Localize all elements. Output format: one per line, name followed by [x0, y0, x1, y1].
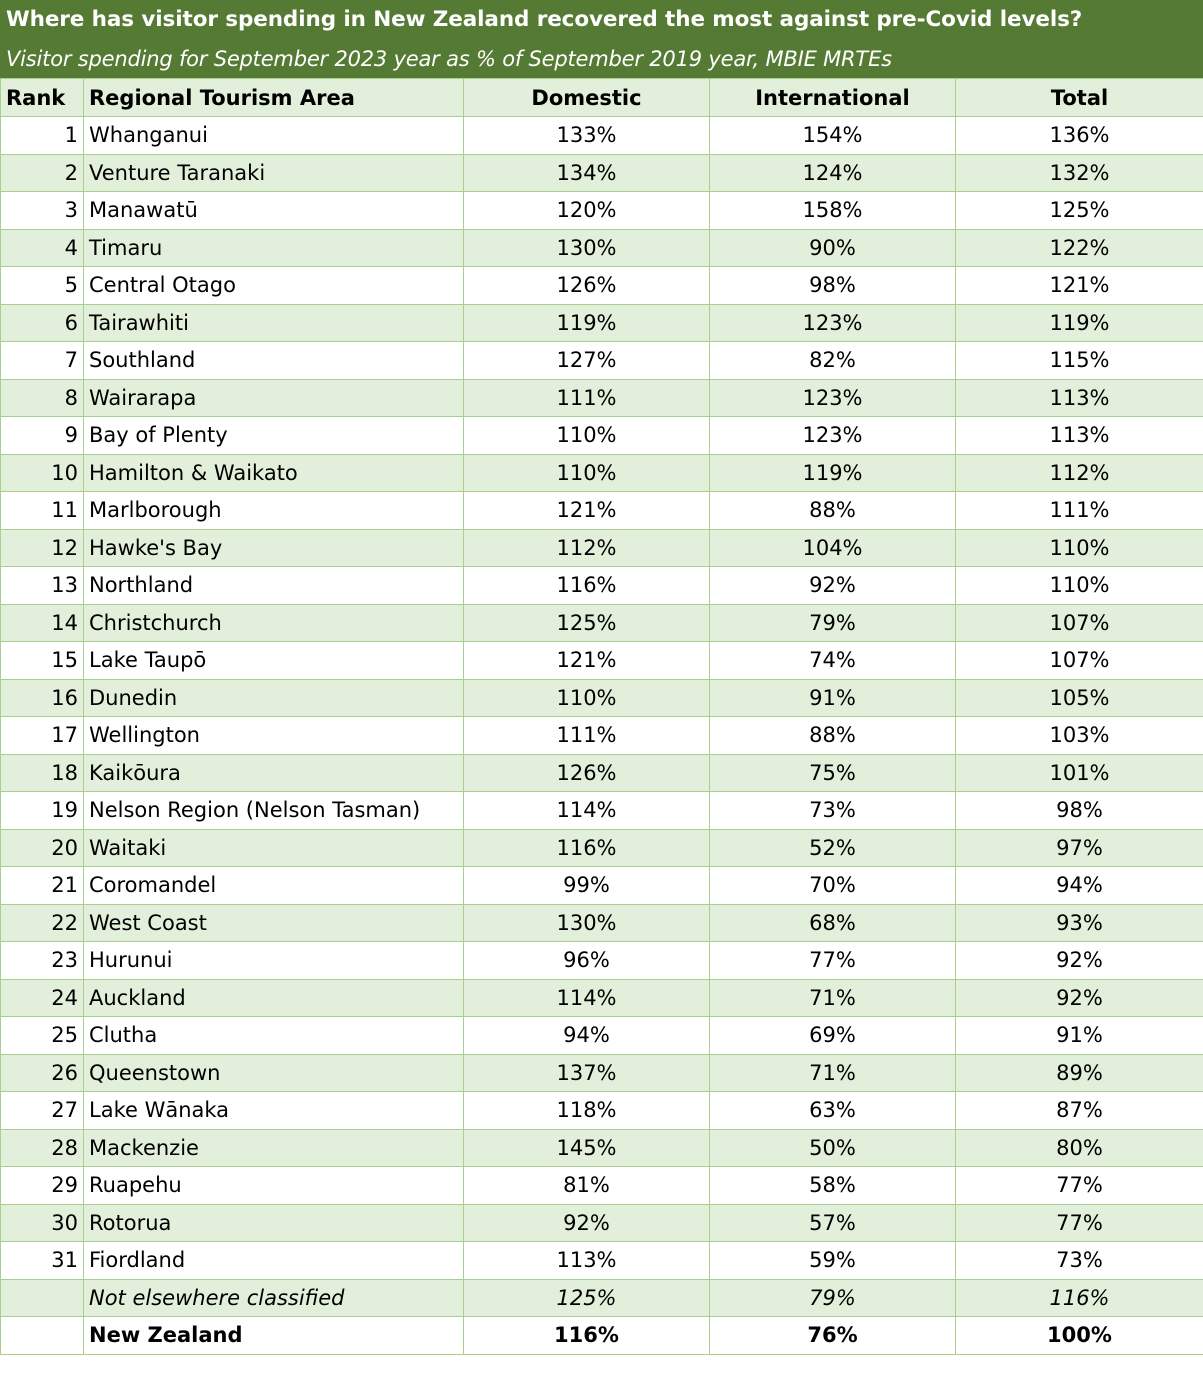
international-cell: 73% — [710, 792, 956, 830]
new-zealand-rank-cell — [1, 1317, 84, 1355]
domestic-cell: 81% — [464, 1167, 710, 1205]
total-cell: 111% — [956, 492, 1203, 530]
rank-cell: 29 — [1, 1167, 84, 1205]
rank-cell: 25 — [1, 1017, 84, 1055]
area-cell: Wellington — [84, 717, 464, 755]
table-row — [1, 1092, 1203, 1130]
rank-cell: 22 — [1, 904, 84, 942]
international-cell: 123% — [710, 379, 956, 417]
rank-cell: 17 — [1, 717, 84, 755]
table-row — [1, 192, 1203, 230]
total-cell: 112% — [956, 454, 1203, 492]
rank-cell: 6 — [1, 304, 84, 342]
rank-cell: 2 — [1, 154, 84, 192]
new-zealand-domestic-cell: 116% — [464, 1317, 710, 1355]
rank-cell: 1 — [1, 117, 84, 155]
total-cell: 122% — [956, 229, 1203, 267]
international-cell: 154% — [710, 117, 956, 155]
area-cell: Fiordland — [84, 1242, 464, 1280]
table-row — [1, 717, 1203, 755]
table-row — [1, 979, 1203, 1017]
header-row — [1, 79, 1203, 117]
total-cell: 113% — [956, 379, 1203, 417]
table-row — [1, 1129, 1203, 1167]
total-cell: 87% — [956, 1092, 1203, 1130]
domestic-cell: 110% — [464, 679, 710, 717]
area-cell: Dunedin — [84, 679, 464, 717]
rank-cell: 12 — [1, 529, 84, 567]
domestic-cell: 130% — [464, 229, 710, 267]
international-cell: 158% — [710, 192, 956, 230]
new-zealand-total-cell: 100% — [956, 1317, 1203, 1355]
international-cell: 104% — [710, 529, 956, 567]
data-table — [0, 78, 1203, 1355]
domestic-cell: 92% — [464, 1204, 710, 1242]
domestic-cell: 130% — [464, 904, 710, 942]
table-row — [1, 1054, 1203, 1092]
table-row — [1, 154, 1203, 192]
total-cell: 113% — [956, 417, 1203, 455]
rank-cell: 27 — [1, 1092, 84, 1130]
chart-subtitle: Visitor spending for September 2023 year as % of September 2019 year, MBIE MRTEs — [6, 47, 892, 71]
international-cell: 119% — [710, 454, 956, 492]
international-cell: 98% — [710, 267, 956, 305]
new-zealand-area-cell: New Zealand — [84, 1317, 464, 1355]
total-cell: 101% — [956, 754, 1203, 792]
area-cell: Tairawhiti — [84, 304, 464, 342]
area-cell: Lake Wānaka — [84, 1092, 464, 1130]
international-cell: 92% — [710, 567, 956, 605]
area-cell: Rotorua — [84, 1204, 464, 1242]
international-cell: 59% — [710, 1242, 956, 1280]
total-cell: 80% — [956, 1129, 1203, 1167]
total-cell: 97% — [956, 829, 1203, 867]
total-cell: 105% — [956, 679, 1203, 717]
area-cell: Auckland — [84, 979, 464, 1017]
area-cell: Waitaki — [84, 829, 464, 867]
international-cell: 50% — [710, 1129, 956, 1167]
international-cell: 71% — [710, 1054, 956, 1092]
total-cell: 132% — [956, 154, 1203, 192]
table-row — [1, 342, 1203, 380]
rank-cell: 21 — [1, 867, 84, 905]
not-elsewhere-international-cell: 79% — [710, 1279, 956, 1317]
total-cell: 98% — [956, 792, 1203, 830]
total-cell: 115% — [956, 342, 1203, 380]
domestic-cell: 116% — [464, 829, 710, 867]
domestic-cell: 127% — [464, 342, 710, 380]
area-cell: Whanganui — [84, 117, 464, 155]
area-cell: Lake Taupō — [84, 642, 464, 680]
rank-cell: 26 — [1, 1054, 84, 1092]
table-row — [1, 679, 1203, 717]
domestic-cell: 110% — [464, 417, 710, 455]
international-cell: 70% — [710, 867, 956, 905]
area-cell: Marlborough — [84, 492, 464, 530]
domestic-cell: 133% — [464, 117, 710, 155]
total-cell: 107% — [956, 642, 1203, 680]
area-cell: Central Otago — [84, 267, 464, 305]
total-cell: 77% — [956, 1167, 1203, 1205]
total-cell: 121% — [956, 267, 1203, 305]
international-cell: 58% — [710, 1167, 956, 1205]
rank-cell: 4 — [1, 229, 84, 267]
rank-cell: 14 — [1, 604, 84, 642]
domestic-cell: 126% — [464, 754, 710, 792]
area-cell: Queenstown — [84, 1054, 464, 1092]
area-cell: Manawatū — [84, 192, 464, 230]
area-cell: Southland — [84, 342, 464, 380]
domestic-cell: 94% — [464, 1017, 710, 1055]
new-zealand-row — [1, 1317, 1203, 1355]
table-row — [1, 529, 1203, 567]
table-row — [1, 229, 1203, 267]
table-row — [1, 304, 1203, 342]
new-zealand-international-cell: 76% — [710, 1317, 956, 1355]
domestic-cell: 96% — [464, 942, 710, 980]
column-header-domestic: Domestic — [464, 79, 710, 117]
international-cell: 74% — [710, 642, 956, 680]
international-cell: 123% — [710, 417, 956, 455]
international-cell: 71% — [710, 979, 956, 1017]
domestic-cell: 137% — [464, 1054, 710, 1092]
table-row — [1, 1167, 1203, 1205]
international-cell: 91% — [710, 679, 956, 717]
rank-cell: 16 — [1, 679, 84, 717]
domestic-cell: 125% — [464, 604, 710, 642]
rank-cell: 19 — [1, 792, 84, 830]
table-row — [1, 492, 1203, 530]
domestic-cell: 111% — [464, 379, 710, 417]
total-cell: 77% — [956, 1204, 1203, 1242]
rank-cell: 11 — [1, 492, 84, 530]
domestic-cell: 121% — [464, 642, 710, 680]
column-header-rank: Rank — [1, 79, 84, 117]
total-cell: 92% — [956, 979, 1203, 1017]
table-row — [1, 1017, 1203, 1055]
international-cell: 124% — [710, 154, 956, 192]
column-header-area: Regional Tourism Area — [84, 79, 464, 117]
international-cell: 57% — [710, 1204, 956, 1242]
table-row — [1, 417, 1203, 455]
area-cell: Ruapehu — [84, 1167, 464, 1205]
area-cell: Wairarapa — [84, 379, 464, 417]
area-cell: Hamilton & Waikato — [84, 454, 464, 492]
area-cell: Bay of Plenty — [84, 417, 464, 455]
total-cell: 125% — [956, 192, 1203, 230]
domestic-cell: 118% — [464, 1092, 710, 1130]
domestic-cell: 112% — [464, 529, 710, 567]
area-cell: Venture Taranaki — [84, 154, 464, 192]
rank-cell: 31 — [1, 1242, 84, 1280]
rank-cell: 15 — [1, 642, 84, 680]
total-cell: 136% — [956, 117, 1203, 155]
title-banner — [0, 0, 1203, 78]
total-cell: 89% — [956, 1054, 1203, 1092]
rank-cell: 13 — [1, 567, 84, 605]
rank-cell: 18 — [1, 754, 84, 792]
area-cell: Northland — [84, 567, 464, 605]
total-cell: 93% — [956, 904, 1203, 942]
international-cell: 75% — [710, 754, 956, 792]
table-row — [1, 867, 1203, 905]
area-cell: West Coast — [84, 904, 464, 942]
area-cell: Nelson Region (Nelson Tasman) — [84, 792, 464, 830]
table-row — [1, 267, 1203, 305]
rank-cell: 30 — [1, 1204, 84, 1242]
domestic-cell: 121% — [464, 492, 710, 530]
total-cell: 107% — [956, 604, 1203, 642]
table-row — [1, 904, 1203, 942]
area-cell: Hawke's Bay — [84, 529, 464, 567]
international-cell: 123% — [710, 304, 956, 342]
table-row — [1, 379, 1203, 417]
international-cell: 79% — [710, 604, 956, 642]
total-cell: 92% — [956, 942, 1203, 980]
table-row — [1, 942, 1203, 980]
total-cell: 119% — [956, 304, 1203, 342]
rank-cell: 20 — [1, 829, 84, 867]
international-cell: 68% — [710, 904, 956, 942]
not-elsewhere-domestic-cell: 125% — [464, 1279, 710, 1317]
domestic-cell: 111% — [464, 717, 710, 755]
total-cell: 94% — [956, 867, 1203, 905]
domestic-cell: 99% — [464, 867, 710, 905]
chart-title: Where has visitor spending in New Zealand recovered the most against pre-Covid levels? — [6, 7, 1083, 32]
not-elsewhere-total-cell: 116% — [956, 1279, 1203, 1317]
rank-cell: 7 — [1, 342, 84, 380]
table-body — [1, 117, 1203, 1280]
table-row — [1, 1204, 1203, 1242]
total-cell: 110% — [956, 567, 1203, 605]
domestic-cell: 126% — [464, 267, 710, 305]
column-header-total: Total — [956, 79, 1203, 117]
table-row — [1, 642, 1203, 680]
table-row — [1, 754, 1203, 792]
table-row — [1, 1242, 1203, 1280]
international-cell: 77% — [710, 942, 956, 980]
area-cell: Timaru — [84, 229, 464, 267]
area-cell: Hurunui — [84, 942, 464, 980]
area-cell: Mackenzie — [84, 1129, 464, 1167]
rank-cell: 3 — [1, 192, 84, 230]
international-cell: 90% — [710, 229, 956, 267]
not-elsewhere-rank-cell — [1, 1279, 84, 1317]
table-row — [1, 829, 1203, 867]
total-cell: 73% — [956, 1242, 1203, 1280]
rank-cell: 28 — [1, 1129, 84, 1167]
domestic-cell: 134% — [464, 154, 710, 192]
domestic-cell: 145% — [464, 1129, 710, 1167]
international-cell: 52% — [710, 829, 956, 867]
not-elsewhere-area-cell: Not elsewhere classified — [84, 1279, 464, 1317]
rank-cell: 23 — [1, 942, 84, 980]
not-elsewhere-row — [1, 1279, 1203, 1317]
domestic-cell: 113% — [464, 1242, 710, 1280]
table-row — [1, 454, 1203, 492]
domestic-cell: 119% — [464, 304, 710, 342]
total-cell: 110% — [956, 529, 1203, 567]
table-row — [1, 604, 1203, 642]
table-row — [1, 567, 1203, 605]
column-header-international: International — [710, 79, 956, 117]
domestic-cell: 120% — [464, 192, 710, 230]
rank-cell: 5 — [1, 267, 84, 305]
total-cell: 103% — [956, 717, 1203, 755]
rank-cell: 10 — [1, 454, 84, 492]
area-cell: Coromandel — [84, 867, 464, 905]
international-cell: 69% — [710, 1017, 956, 1055]
domestic-cell: 114% — [464, 979, 710, 1017]
domestic-cell: 110% — [464, 454, 710, 492]
international-cell: 82% — [710, 342, 956, 380]
domestic-cell: 116% — [464, 567, 710, 605]
area-cell: Clutha — [84, 1017, 464, 1055]
area-cell: Christchurch — [84, 604, 464, 642]
international-cell: 88% — [710, 717, 956, 755]
international-cell: 88% — [710, 492, 956, 530]
total-cell: 91% — [956, 1017, 1203, 1055]
table-row — [1, 117, 1203, 155]
rank-cell: 24 — [1, 979, 84, 1017]
rank-cell: 8 — [1, 379, 84, 417]
area-cell: Kaikōura — [84, 754, 464, 792]
domestic-cell: 114% — [464, 792, 710, 830]
rank-cell: 9 — [1, 417, 84, 455]
international-cell: 63% — [710, 1092, 956, 1130]
table-row — [1, 792, 1203, 830]
